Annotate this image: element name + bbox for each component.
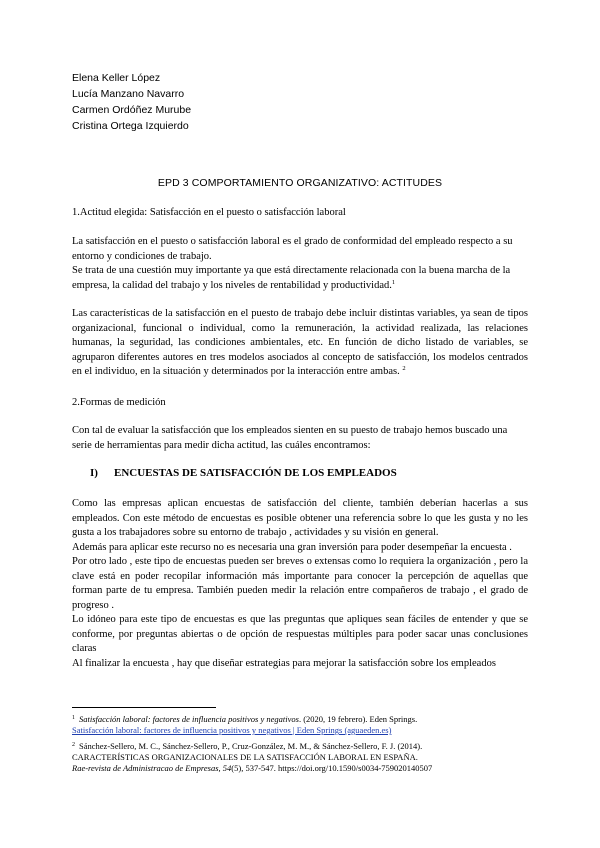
footnote-2-authors: Sánchez-Sellero, M. C., Sánchez-Sellero, P., Cruz-González, M. M., & Sánchez-Sellero, F. J. (2014).: [79, 741, 423, 751]
list-heading-text: ENCUESTAS DE SATISFACCIÓN DE LOS EMPLEADOS: [114, 467, 397, 479]
section2-heading: 2.Formas de medición: [72, 397, 166, 408]
footnote-2: [72, 741, 528, 774]
footnote-ref[interactable]: 2: [402, 365, 406, 372]
footnote-1-citation: [72, 714, 528, 725]
document-title: EPD 3 COMPORTAMIENTO ORGANIZATIVO: ACTITUDES: [157, 177, 443, 189]
paragraph-text: Las características de la satisfacción en el puesto de trabajo debe incluir distintas variables, ya sean de tipos organizacional, funcional o individual, como la remuneración, la actividad realizada, las relaciones humanas, la seguridad, las condiciones ambientales, etc. En función de dicho listado de variables, se agruparon diferentes autores en tres modelos asociados al concepto de satisfacción, los modelos centrados en el individuo, en la situación y determinados por la interacción entre ambas.: [72, 308, 528, 377]
footnote-2-doi: (5), 537-547. https://doi.org/10.1590/s0034-759020140507: [231, 763, 433, 773]
author-name: Carmen Ordóñez Murube: [72, 104, 192, 116]
author-list: [72, 70, 191, 134]
paragraph-definition: [72, 235, 528, 293]
footnote-2-line: [72, 741, 528, 752]
section1-heading: 1.Actitud elegida: Satisfacción en el puesto o satisfacción laboral: [72, 207, 346, 218]
paragraph-text: [72, 264, 528, 293]
list-heading: [90, 467, 397, 479]
paragraph-characteristics: [72, 307, 528, 380]
footnote-1-link[interactable]: Satisfacción laboral: factores de influencia positivos y negativos | Eden Springs (aguaeden.es): [72, 725, 392, 735]
list-heading-number: I): [90, 467, 98, 479]
paragraph-text: La satisfacción en el puesto o satisfacción laboral es el grado de conformidad del empleado respecto a su entorno y condiciones de trabajo.: [72, 236, 513, 262]
footnote-ref[interactable]: 1: [391, 278, 396, 286]
footnote-divider: [72, 707, 216, 708]
footnote-2-article-title: CARACTERÍSTICAS ORGANIZACIONALES DE LA SATISFACCIÓN LABORAL EN ESPAÑA.: [72, 752, 418, 762]
footnote-1-details: . (2020, 19 febrero). Eden Springs.: [298, 714, 418, 724]
paragraph-text-body: Se trata de una cuestión muy importante ya que está directamente relacionada con la buena marcha de la empresa, la calidad del trabajo y los niveles de rentabilidad y productividad.: [72, 265, 511, 291]
author-name: Cristina Ortega Izquierdo: [72, 120, 189, 132]
author-name: Lucía Manzano Navarro: [72, 88, 185, 100]
footnote-number: 1: [72, 715, 75, 721]
footnote-1-title: Satisfacción laboral: factores de influencia positivos y negativos: [79, 714, 299, 724]
paragraph-intro-tools: Con tal de evaluar la satisfacción que los empleados sienten en su puesto de trabajo hemos buscado una serie de herramientas para medir dicha actitud, las cuáles encontramos:: [72, 425, 508, 451]
body-paragraph: Por otro lado , este tipo de encuestas pueden ser breves o extensas como lo requiera la organización , pero la clave está en poder recopilar información más importante para conocer la percepción de aquellas que forman parte de tu empresa. También pueden medir la relación entre compañeros de trabajo , el grado de progreso .: [72, 556, 528, 611]
footnote-number: 2: [72, 742, 75, 748]
footnote-2-source: [72, 763, 528, 774]
body-paragraph: Como las empresas aplican encuestas de satisfacción del cliente, también deberían hacerlas a sus empleados. Con este método de encuestas es posible obtener una referencia sobre lo que les gusta y no les gusta a los trabajadores sobre su entorno de trabajo , actividades y su visión en general.: [72, 498, 528, 538]
body-paragraph: Lo idóneo para este tipo de encuestas es que las preguntas que apliques sean fáciles de entender y que se conforme, por preguntas abiertas o de opción de respuestas múltiples para poder sacar unas conclusiones claras: [72, 614, 528, 654]
author-name: Elena Keller López: [72, 72, 161, 84]
footnote-2-journal: Rae-revista de Administracao de Empresas, 54: [72, 763, 232, 773]
footnote-1: [72, 714, 528, 736]
survey-body: [72, 497, 528, 671]
body-paragraph: Además para aplicar este recurso no es necesaria una gran inversión para poder desempeñar la encuesta .: [72, 541, 512, 553]
body-paragraph: Al finalizar la encuesta , hay que diseñar estrategias para mejorar la satisfacción sobre los empleados: [72, 657, 496, 669]
